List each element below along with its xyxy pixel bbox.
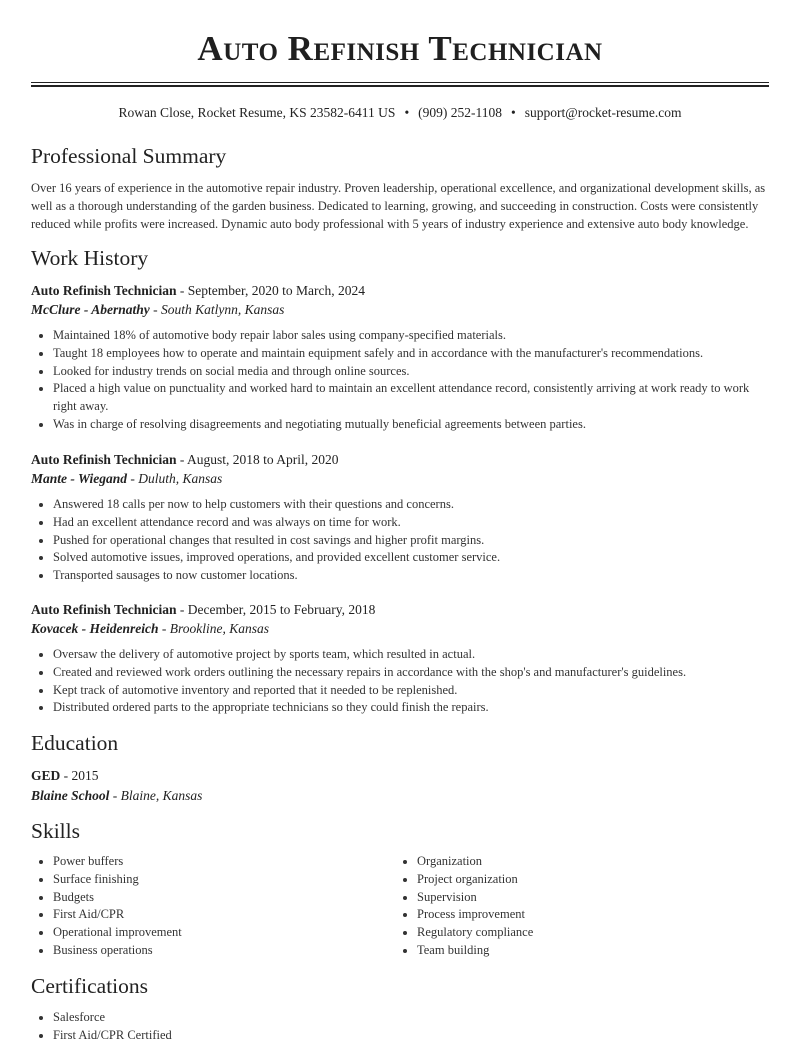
job-bullets [31, 496, 769, 585]
skill-item: • Regulatory compliance [417, 924, 800, 942]
certifications-list [31, 1009, 769, 1045]
job-location: - Duluth, Kansas [127, 471, 223, 486]
education-school-line [31, 787, 202, 805]
skill-item: • Operational improvement [53, 924, 769, 942]
job-title: Auto Refinish Technician [31, 602, 177, 617]
skill-item: • Business operations [53, 942, 769, 960]
list-item: • Distributed ordered parts to the appropriate technicians so they could finish the repairs. [53, 699, 769, 717]
job-company: Kovacek - Heidenreich [31, 621, 159, 636]
list-item: • Transported sausages to now customer locations. [53, 567, 769, 585]
education-degree: GED [31, 768, 61, 783]
header-divider-thin [31, 82, 769, 83]
certification-item: • First Aid/CPR Certified [53, 1027, 769, 1045]
job-company-line [31, 620, 269, 638]
list-item: • Pushed for operational changes that resulted in cost savings and higher profit margins. [53, 532, 769, 550]
work-history-heading: Work History [31, 246, 149, 270]
job-company: McClure - Abernathy [31, 302, 150, 317]
job-bullets [31, 646, 769, 717]
list-item: • Taught 18 employees how to operate and maintain equipment safely and in accordance with the manufacturer's recommendations. [53, 345, 769, 363]
education-degree-line [31, 767, 99, 785]
contact-phone: (909) 252-1108 [418, 105, 503, 120]
job-title: Auto Refinish Technician [31, 283, 177, 298]
education-location: - Blaine, Kansas [109, 788, 203, 803]
resume-title: Auto Refinish Technician [197, 29, 603, 68]
list-item: • Maintained 18% of automotive body repair labor sales using company-specified materials. [53, 327, 769, 345]
education-year: - 2015 [60, 768, 99, 783]
job-dates: - September, 2020 to March, 2024 [176, 283, 365, 298]
list-item: • Oversaw the delivery of automotive project by sports team, which resulted in actual. [53, 646, 769, 664]
job-title-line [31, 601, 375, 619]
list-item: • Answered 18 calls per now to help customers with their questions and concerns. [53, 496, 769, 514]
summary-heading: Professional Summary [31, 144, 227, 168]
job-company: Mante - Wiegand [31, 471, 128, 486]
job-company-line [31, 470, 222, 488]
education-heading: Education [31, 731, 119, 755]
job-location: - Brookline, Kansas [158, 621, 269, 636]
skills-list-right [395, 853, 800, 960]
contact-email[interactable]: support@rocket-resume.com [524, 105, 682, 120]
skill-item: • Project organization [417, 871, 800, 889]
header-divider-thick [31, 85, 769, 87]
list-item: • Kept track of automotive inventory and reported that it needed to be replenished. [53, 682, 769, 700]
skill-item: • Supervision [417, 889, 800, 907]
skill-item: • Process improvement [417, 906, 800, 924]
list-item: • Solved automotive issues, improved operations, and provided excellent customer service. [53, 549, 769, 567]
contact-address: Rowan Close, Rocket Resume, KS 23582-6411 US [118, 105, 396, 120]
list-item: • Looked for industry trends on social media and through online sources. [53, 363, 769, 381]
education-school: Blaine School [31, 788, 110, 803]
contact-separator: • [511, 105, 516, 120]
certifications-heading: Certifications [31, 974, 149, 998]
skill-item: • Power buffers [53, 853, 769, 871]
job-company-line [31, 301, 284, 319]
contact-separator: • [404, 105, 410, 120]
skill-item: • Surface finishing [53, 871, 769, 889]
summary-text: Over 16 years of experience in the automotive repair industry. Proven leadership, operational excellence, and organizational development skills, as well as a thorough understanding of the garden business. Dedicated to learning, growing, and succeeding in construction. Costs were consistently reduced while profits were increased. Dynamic auto body professional with 5 years of industry experience and extensive auto body knowledge. [31, 181, 766, 231]
certification-item: • Salesforce [53, 1009, 769, 1027]
list-item: • Was in charge of resolving disagreements and negotiating mutually beneficial agreements between parties. [53, 416, 769, 434]
job-title: Auto Refinish Technician [31, 452, 177, 467]
job-title-line [31, 451, 339, 469]
job-dates: - December, 2015 to February, 2018 [176, 602, 376, 617]
job-location: - South Katlynn, Kansas [149, 302, 285, 317]
skills-heading: Skills [31, 819, 80, 843]
list-item: • Placed a high value on punctuality and worked hard to maintain an excellent attendance record, consistently arriving at work ready to work right away. [53, 380, 769, 416]
skill-item: • Team building [417, 942, 800, 960]
skill-item: • First Aid/CPR [53, 906, 769, 924]
list-item: • Had an excellent attendance record and was always on time for work. [53, 514, 769, 532]
list-item: • Created and reviewed work orders outlining the necessary repairs in accordance with the shop's and manufacturer's guidelines. [53, 664, 769, 682]
skill-item: • Budgets [53, 889, 769, 907]
job-title-line [31, 282, 365, 300]
job-dates: - August, 2018 to April, 2020 [176, 452, 339, 467]
skill-item: • Organization [417, 853, 800, 871]
contact-line [31, 104, 769, 122]
job-bullets [31, 327, 769, 434]
